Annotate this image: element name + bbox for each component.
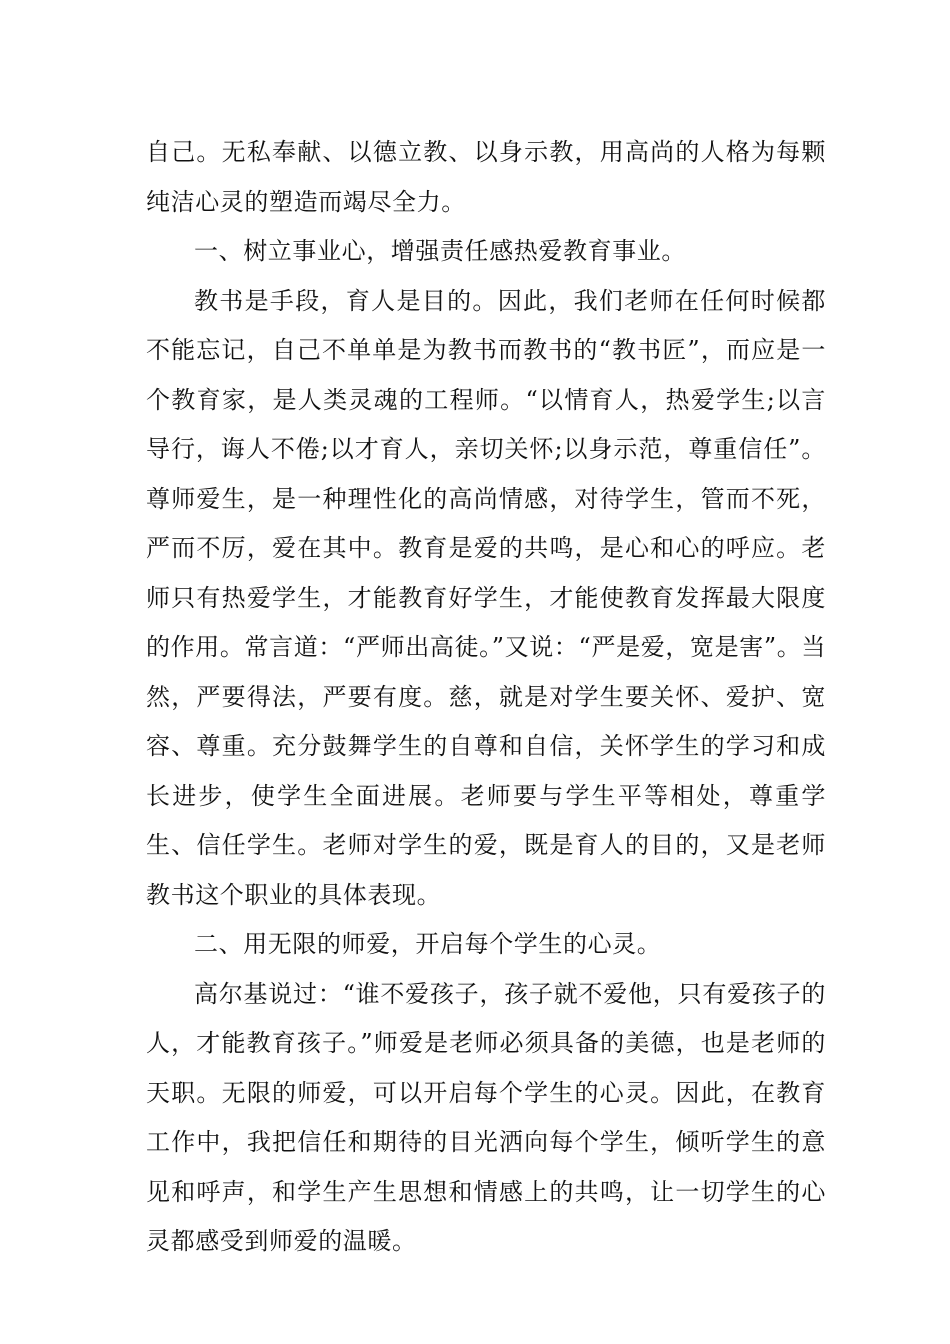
section-heading-2: 二、用无限的师爱，开启每个学生的心灵。 xyxy=(194,930,662,958)
paragraph-gorky-quote: 高尔基说过：“谁不爱孩子，孩子就不爱他，只有爱孩子的人，才能教育孩子。”师爱是老师必须具备的美德，也是老师的天职。无限的师爱，可以开启每个学生的心灵。因此，在教育工作中，我把信任和期待的目光洒向每个学生，倾听学生的意见和呼声，和学生产生思想和情感上的共鸣，让一切学生的心灵都感受到师爱的温暖。 xyxy=(146,979,826,1255)
section-heading-1: 一、树立事业心，增强责任感热爱教育事业。 xyxy=(194,237,686,265)
body-text xyxy=(146,128,826,1267)
paragraph-teaching-purpose: 教书是手段，育人是目的。因此，我们老师在任何时候都不能忘记，自己不单单是为教书而教书的“教书匠”，而应是一个教育家，是人类灵魂的工程师。“以情育人，热爱学生;以言导行，诲人不倦;以才育人，亲切关怀;以身示范，尊重信任”。尊师爱生，是一种理性化的高尚情感，对待学生，管而不死，严而不厉，爱在其中。教育是爱的共鸣，是心和心的呼应。老师只有热爱学生，才能教育好学生，才能使教育发挥最大限度的作用。常言道：“严师出高徒。”又说：“严是爱，宽是害”。当然，严要得法，严要有度。慈，就是对学生要关怀、爱护、宽容、尊重。充分鼓舞学生的自尊和自信，关怀学生的学习和成长进步，使学生全面进展。老师要与学生平等相处，尊重学生、信任学生。老师对学生的爱，既是育人的目的，又是老师教书这个职业的具体表现。 xyxy=(146,286,826,909)
paragraph-continuation: 自己。无私奉献、以德立教、以身示教，用高尚的人格为每颗纯洁心灵的塑造而竭尽全力。 xyxy=(146,138,826,216)
